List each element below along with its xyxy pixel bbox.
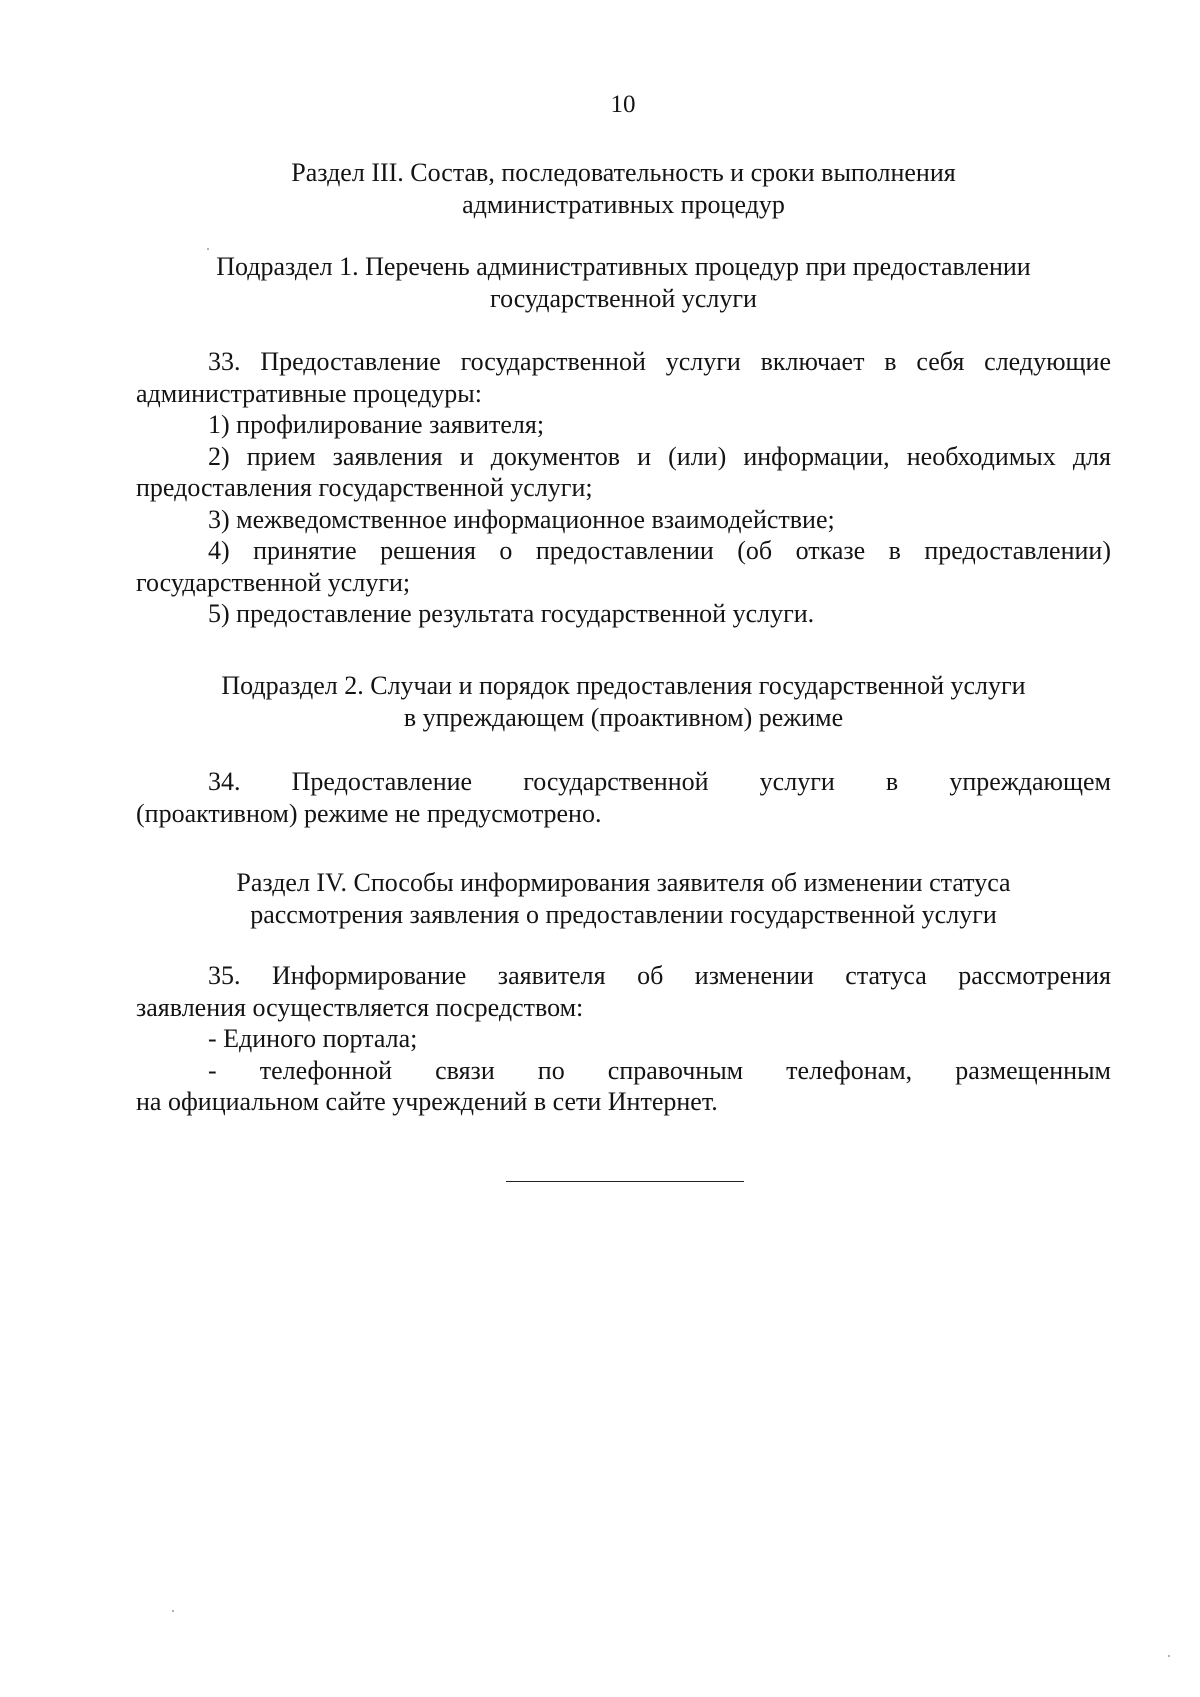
page-number: 10 (610, 91, 636, 118)
list-item (136, 1055, 1111, 1118)
scan-speck (207, 248, 209, 250)
text-line: 3) межведомственное информационное взаимодействие; (208, 504, 835, 534)
scan-speck (1168, 1655, 1170, 1657)
paragraph-text (136, 766, 1111, 829)
section-heading (136, 867, 1111, 931)
subsection-heading (136, 251, 1111, 315)
text-line: 4) принятие решения о предоставлении (об отказе в предоставлении) (208, 536, 1111, 565)
list-item (136, 504, 1111, 536)
text-line: 35. Информирование заявителя об изменении статуса рассмотрения (208, 961, 1111, 990)
heading-line: Подраздел 2. Случаи и порядок предоставления государственной услуги (221, 671, 1026, 700)
text-line: административные процедуры: (136, 378, 482, 408)
section-heading (136, 157, 1111, 221)
text-line: 33. Предоставление государственной услуги включает в себя следующие (208, 347, 1111, 376)
list-item (136, 1023, 1111, 1055)
paragraph-text (136, 960, 1111, 1023)
paragraph-33 (136, 346, 1111, 630)
subsection-1-heading (136, 251, 1111, 315)
text-line: 34. Предоставление государственной услуги в упреждающем (208, 767, 1111, 796)
heading-line: в упреждающем (проактивном) режиме (403, 703, 844, 732)
text-line: 2) прием заявления и документов и (или) информации, необходимых для (208, 441, 1111, 471)
section-4-heading (136, 867, 1111, 931)
text-line: заявления осуществляется посредством: (136, 992, 584, 1022)
list-item (136, 409, 1111, 441)
text-line: на официальном сайте учреждений в сети Интернет. (136, 1087, 718, 1116)
heading-line: административных процедур (462, 190, 785, 219)
text-line: - Единого портала; (208, 1024, 418, 1053)
text-line: - телефонной связи по справочным телефонам, размещенным (208, 1055, 1111, 1085)
text-line: 1) профилирование заявителя; (208, 410, 545, 439)
end-of-document-rule (506, 1181, 744, 1182)
text-line: предоставления государственной услуги; (136, 473, 593, 502)
heading-line: рассмотрения заявления о предоставлении государственной услуги (250, 900, 997, 929)
text-line: 5) предоставление результата государственной услуги. (208, 599, 815, 628)
paragraph-35 (136, 960, 1111, 1118)
heading-line: Раздел III. Состав, последовательность и сроки выполнения (291, 158, 956, 187)
heading-line: Раздел IV. Способы информирования заявителя об изменении статуса (236, 868, 1011, 897)
paragraph-34 (136, 766, 1111, 829)
heading-line: Подраздел 1. Перечень административных процедур при предоставлении (216, 252, 1031, 281)
scan-speck (172, 1610, 174, 1612)
paragraph-text (136, 346, 1111, 409)
heading-line: государственной услуги (490, 284, 757, 313)
subsection-heading (136, 670, 1111, 734)
text-line: (проактивном) режиме не предусмотрено. (136, 798, 602, 828)
section-3-heading (136, 157, 1111, 221)
subsection-2-heading (136, 670, 1111, 734)
list-item (136, 598, 1111, 630)
text-line: государственной услуги; (136, 567, 411, 597)
list-item (136, 441, 1111, 504)
list-item (136, 535, 1111, 598)
